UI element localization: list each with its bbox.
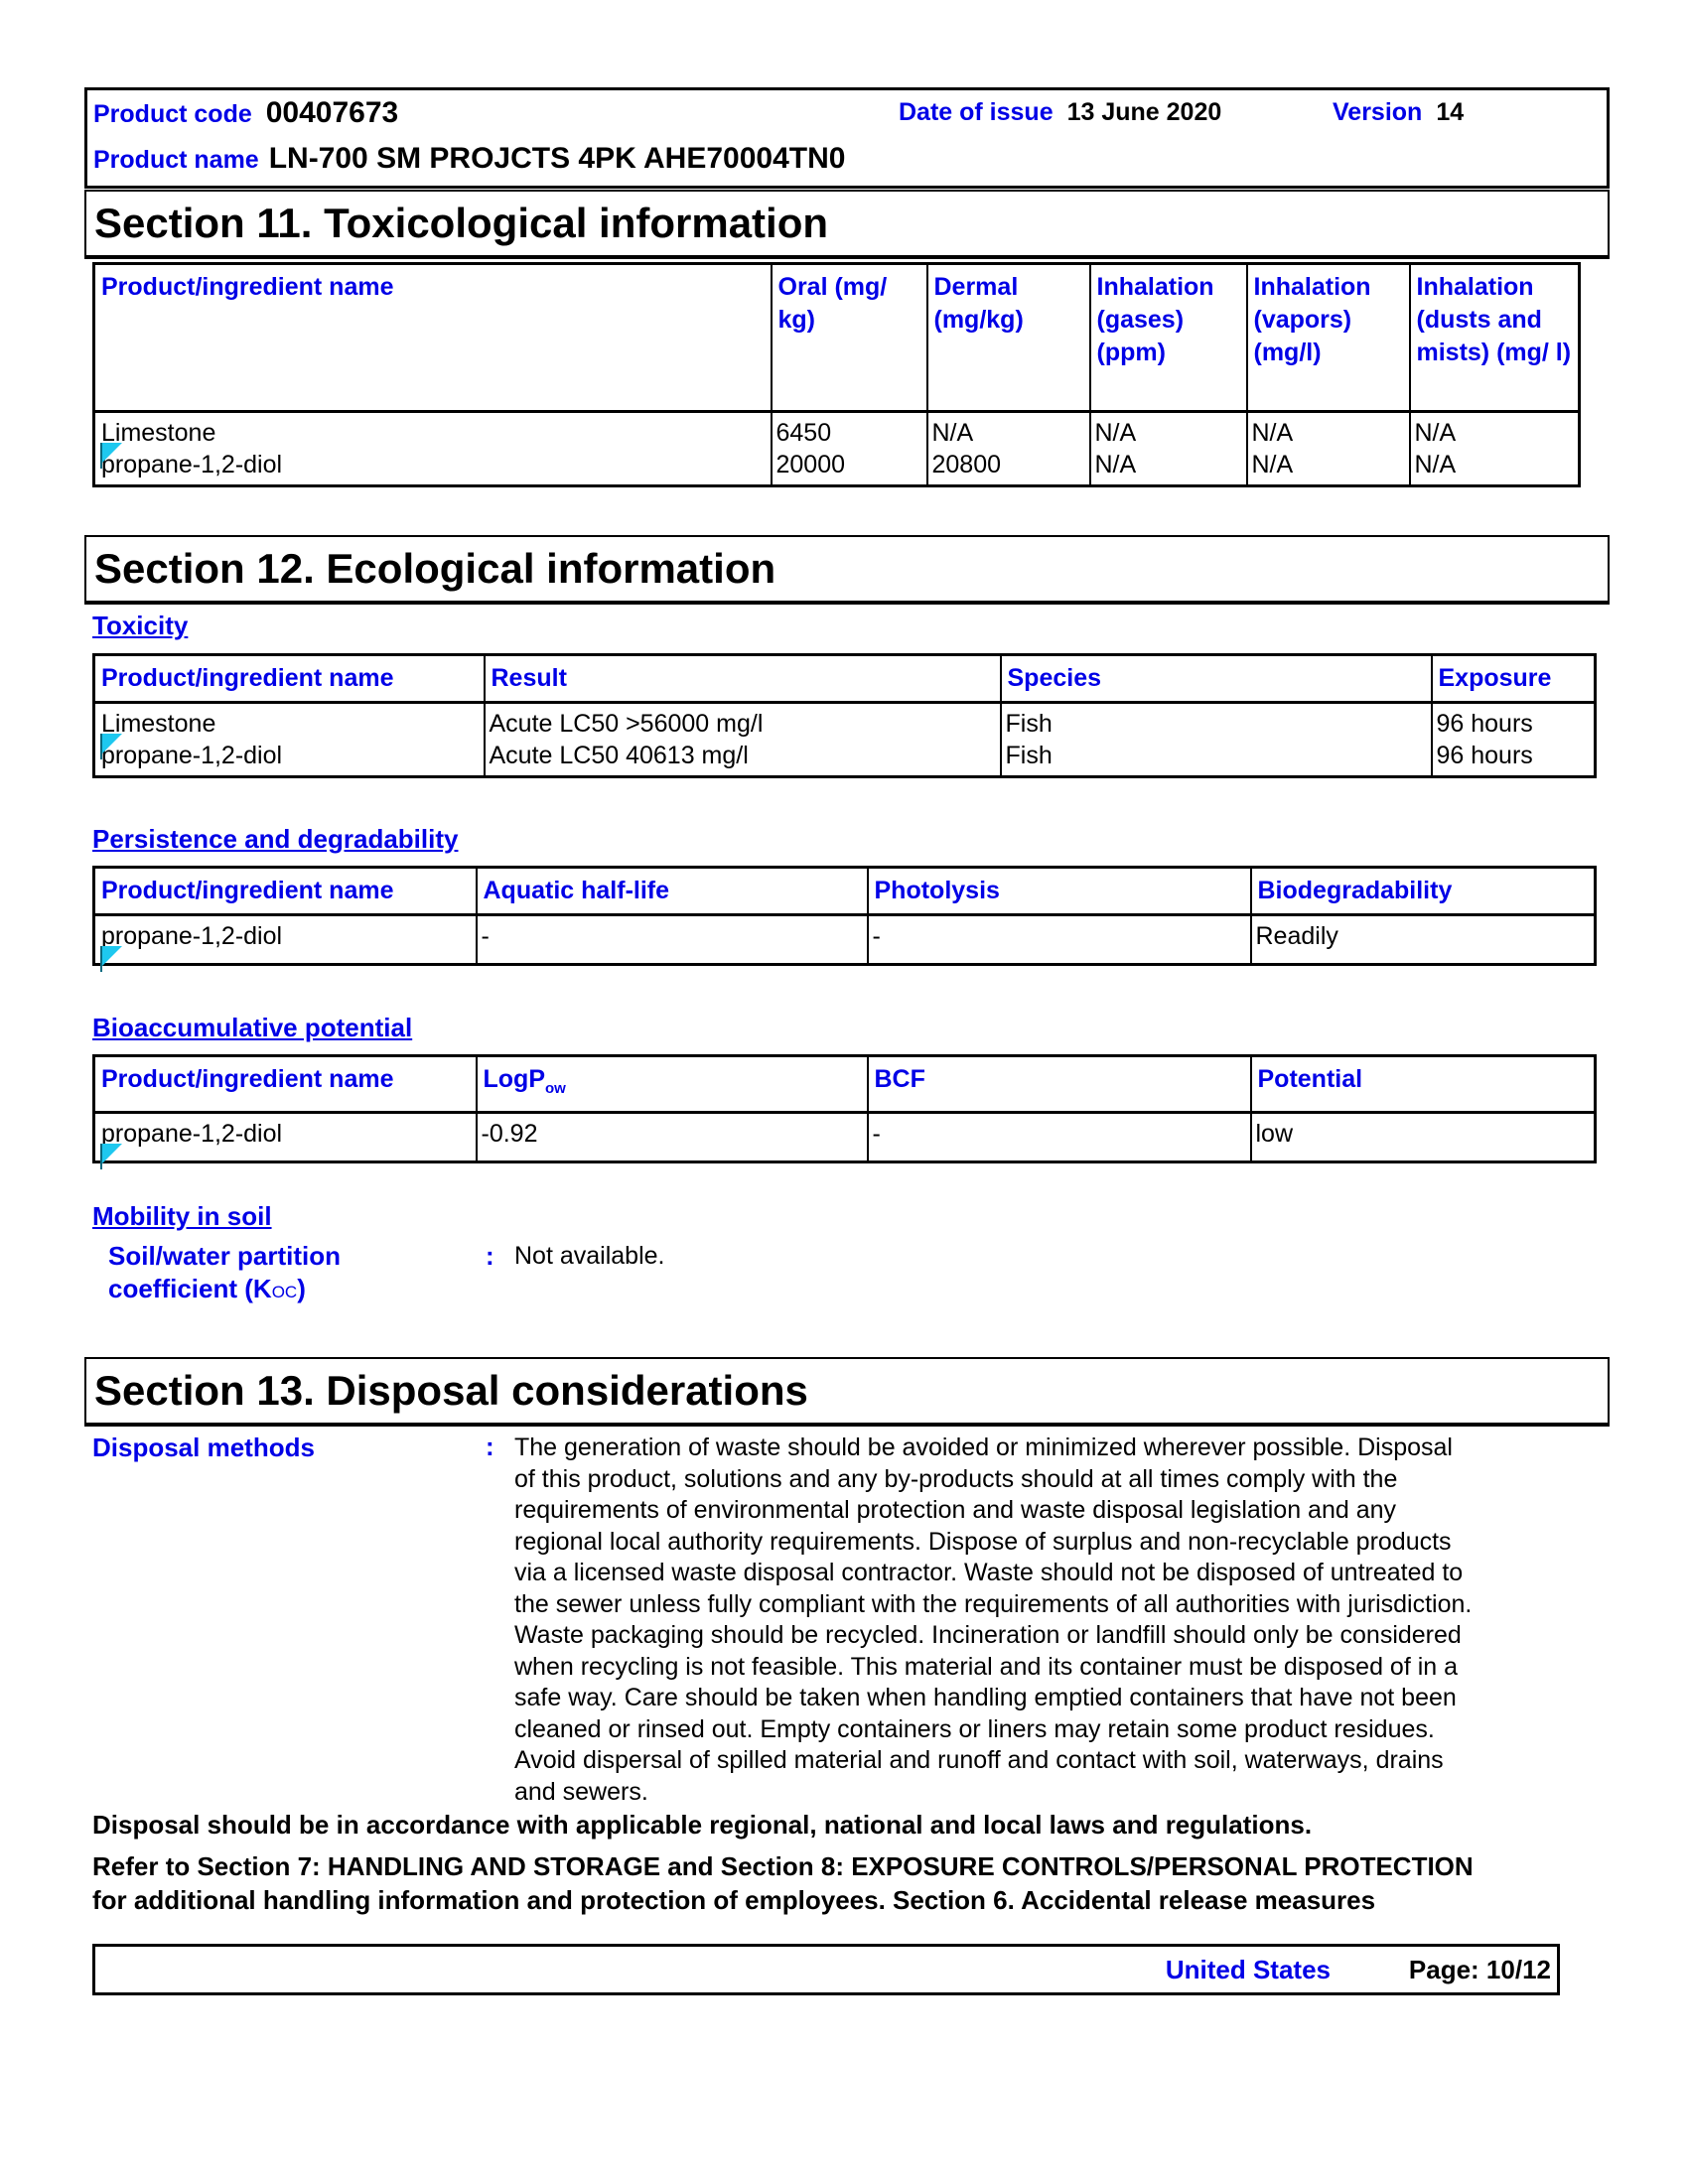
- version-row: [1333, 98, 1464, 127]
- soil-water-partition-value: Not available.: [514, 1242, 665, 1270]
- col-header-photolysis: Photolysis: [868, 868, 1251, 915]
- col-header-inhalation-dusts: Inhalation (dusts and mists) (mg/ l): [1410, 264, 1580, 412]
- product-code-label: Product code: [93, 100, 252, 128]
- persistence-table: [92, 866, 1597, 966]
- col-header-dermal: Dermal (mg/kg): [927, 264, 1090, 412]
- ingredient-names-cell: [94, 412, 772, 486]
- species-cell: Fish Fish: [1001, 703, 1432, 777]
- oral-cell: 6450 20000: [772, 412, 927, 486]
- col-header-potential: Potential: [1251, 1056, 1596, 1113]
- date-of-issue-label: Date of issue: [899, 98, 1054, 126]
- table-row: propane-1,2-diol - - Readily: [94, 915, 1596, 965]
- disposal-methods-text: The generation of waste should be avoided or minimized wherever possible. Disposal of this product, solutions and any by-products should at all times comply with the requirements of environmental protection and waste disposal legislation and any regional local authority requirements. Dispose of surplus and non-recyclable products via a licensed waste disposal contractor. Waste should not be disposed of untreated to the sewer unless fully compliant with the requirements of all authorities with jurisdiction. Waste packaging should be recycled. Incineration or landfill should only be considered when recycling is not feasible. This material and its container must be disposed of in a safe way. Care should be taken when handling emptied containers that have not been cleaned or rinsed out. Empty containers or liners may retain some product residues. Avoid dispersal of spilled material and runoff and contact with soil, waterways, drains and sewers.: [514, 1433, 1473, 1806]
- country-label: United States: [1165, 1955, 1331, 1984]
- col-header-name: Product/ingredient name: [94, 264, 772, 412]
- colon-separator: :: [486, 1432, 494, 1461]
- ingredient-name: propane-1,2-diol: [101, 451, 283, 478]
- date-of-issue-row: [899, 98, 1221, 127]
- product-name-row: [93, 142, 845, 176]
- page-number: Page: 10/12: [1408, 1955, 1551, 1984]
- col-header-inhalation-vapors: Inhalation (vapors) (mg/l): [1247, 264, 1410, 412]
- ingredient-name: Limestone: [101, 419, 216, 447]
- col-header-oral: Oral (mg/ kg): [772, 264, 927, 412]
- disposal-methods-label: Disposal methods: [92, 1433, 315, 1462]
- col-header-biodegradability: Biodegradability: [1251, 868, 1596, 915]
- date-of-issue-value: 13 June 2020: [1066, 98, 1222, 126]
- col-header-name: Product/ingredient name: [94, 1056, 477, 1113]
- col-header-name: Product/ingredient name: [94, 868, 477, 915]
- ingredient-names-cell: Limestone propane-1,2-diol: [94, 703, 485, 777]
- product-name-value: LN-700 SM PROJCTS 4PK AHE70004TN0: [268, 142, 846, 175]
- document-header: [84, 87, 1610, 189]
- gases-cell: N/A N/A: [1090, 412, 1247, 486]
- mobility-heading-link[interactable]: Mobility in soil: [92, 1201, 272, 1231]
- bioaccumulative-table: [92, 1054, 1597, 1163]
- product-code-value: 00407673: [265, 96, 399, 129]
- col-header-exposure: Exposure: [1432, 655, 1596, 703]
- col-header-name: Product/ingredient name: [94, 655, 485, 703]
- col-header-inhalation-gases: Inhalation (gases) (ppm): [1090, 264, 1247, 412]
- section-11-header: [84, 190, 1610, 259]
- vapors-cell: N/A N/A: [1247, 412, 1410, 486]
- toxicity-heading-link[interactable]: Toxicity: [92, 611, 189, 640]
- colon-separator: :: [486, 1241, 494, 1271]
- page-footer: [92, 1944, 1560, 1995]
- product-code-row: [93, 96, 398, 130]
- col-header-aquatic-half-life: Aquatic half-life: [477, 868, 868, 915]
- table-row: propane-1,2-diol -0.92 - low: [94, 1113, 1596, 1162]
- toxicology-table: [92, 262, 1581, 487]
- dermal-cell: N/A 20800: [927, 412, 1090, 486]
- disposal-regulation-note: Disposal should be in accordance with applicable regional, national and local laws and regulations.: [92, 1810, 1313, 1840]
- version-label: Version: [1333, 98, 1423, 126]
- col-header-logpow: LogP$_{ow}$: [477, 1056, 868, 1113]
- section-12-title: Section 12. Ecological information: [94, 545, 776, 592]
- col-header-result: Result: [485, 655, 1001, 703]
- soil-water-partition-label: Soil/water partition coefficient (KOC): [108, 1241, 342, 1303]
- toxicity-table: [92, 653, 1597, 778]
- persistence-heading-link[interactable]: Persistence and degradability: [92, 824, 459, 854]
- section-12-header: [84, 535, 1610, 605]
- table-row: [94, 412, 1580, 486]
- result-cell: Acute LC50 >56000 mg/l Acute LC50 40613 mg/l: [485, 703, 1001, 777]
- bioaccumulative-heading-link[interactable]: Bioaccumulative potential: [92, 1013, 413, 1042]
- table-row: [94, 703, 1596, 777]
- dusts-cell: N/A N/A: [1410, 412, 1580, 486]
- section-13-title: Section 13. Disposal considerations: [94, 1367, 808, 1414]
- section-reference-note: Refer to Section 7: HANDLING AND STORAGE and Section 8: EXPOSURE CONTROLS/PERSONAL PROTECTION for additional handling information and protection of employees. Section 6. Accidental release measures: [92, 1851, 1474, 1915]
- col-header-bcf: BCF: [868, 1056, 1251, 1113]
- section-13-header: [84, 1357, 1610, 1427]
- col-header-species: Species: [1001, 655, 1432, 703]
- product-name-label: Product name: [93, 146, 259, 174]
- section-11-title: Section 11. Toxicological information: [94, 200, 829, 246]
- version-value: 14: [1436, 98, 1465, 126]
- exposure-cell: 96 hours 96 hours: [1432, 703, 1596, 777]
